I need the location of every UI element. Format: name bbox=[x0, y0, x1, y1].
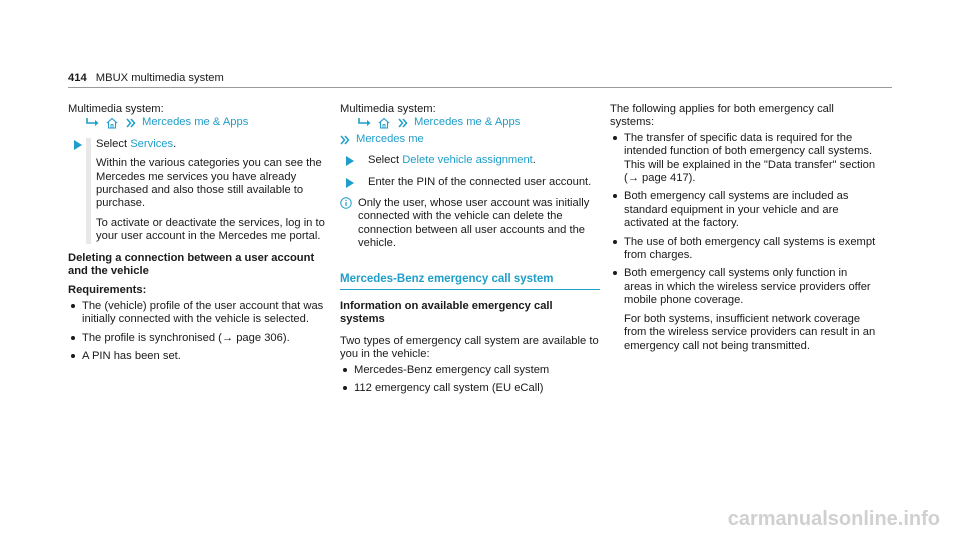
step-text-2: To activate or deactivate the services, log in to your user account in the Mercedes me portal. bbox=[96, 216, 325, 243]
list-item: The transfer of specific data is required for the intended function of both emergency call systems. This will be explained in the "Data transfer" section (→ page 417). bbox=[610, 132, 876, 186]
home-icon bbox=[106, 117, 118, 129]
double-chevron-icon bbox=[340, 135, 350, 145]
intro-text: Two types of emergency call system are available to you in the vehicle: bbox=[340, 334, 599, 361]
section-heading-emergency-call: Mercedes-Benz emergency call system bbox=[340, 273, 600, 290]
info-note bbox=[340, 197, 600, 251]
page-number: 414 bbox=[68, 72, 87, 84]
note-text: Only the user, whose user account was initially connected with the vehicle can delete the connection between all user accounts and the vehicle. bbox=[358, 197, 590, 250]
step-bar bbox=[86, 138, 91, 244]
applies-list bbox=[610, 132, 876, 353]
list-item: Both emergency call systems are included as standard equipment in your vehicle and are activated at the factory. bbox=[610, 190, 876, 230]
nav-intro: Multimedia system: bbox=[340, 103, 436, 115]
info-icon bbox=[340, 197, 352, 209]
page-header bbox=[68, 72, 224, 85]
list-item: A PIN has been set. bbox=[68, 350, 328, 363]
step-arrow-icon bbox=[74, 140, 82, 150]
watermark-text: carmanualsonline.info bbox=[727, 508, 940, 529]
requirements-label: Requirements: bbox=[68, 284, 147, 297]
nav-link-mercedes-me[interactable]: Mercedes me bbox=[356, 132, 424, 145]
list-item: The profile is synchronised (→ page 306). bbox=[68, 332, 328, 345]
header-rule bbox=[68, 87, 892, 88]
services-link[interactable]: Services bbox=[130, 137, 174, 150]
step-arrow-icon bbox=[346, 178, 354, 188]
step-arrow-icon bbox=[346, 156, 354, 166]
nav-path-2 bbox=[340, 133, 600, 146]
intro-text: The following applies for both emergency call systems: bbox=[610, 103, 834, 129]
double-chevron-icon bbox=[126, 118, 136, 128]
home-icon bbox=[378, 117, 390, 129]
step-suffix: . bbox=[173, 137, 177, 150]
turn-arrow-icon bbox=[358, 117, 372, 129]
step-prefix: Select bbox=[368, 154, 400, 167]
step-delete-assignment bbox=[340, 154, 600, 167]
list-item-text: Both emergency call systems only function in areas in which the wireless service providers offer mobile phone coverage. bbox=[624, 267, 871, 307]
page-header-title: MBUX multimedia system bbox=[95, 72, 224, 84]
sub-heading-information: Information on available emergency call systems bbox=[340, 300, 553, 326]
step-enter-pin bbox=[340, 176, 600, 189]
nav-intro: Multimedia system: bbox=[68, 103, 164, 115]
list-item: 112 emergency call system (EU eCall) bbox=[340, 382, 600, 395]
column-1 bbox=[68, 103, 328, 369]
step-prefix: Select bbox=[96, 137, 128, 150]
turn-arrow-icon bbox=[86, 117, 100, 129]
double-chevron-icon bbox=[398, 118, 408, 128]
list-item: Mercedes-Benz emergency call system bbox=[340, 364, 600, 377]
delete-vehicle-assignment-link[interactable]: Delete vehicle assignment bbox=[402, 154, 533, 167]
nav-path bbox=[68, 116, 328, 129]
nav-path bbox=[340, 116, 600, 129]
step-text-1: Within the various categories you can see the Mercedes me services you have already purchased and also those still available to purchase. bbox=[96, 157, 322, 210]
list-item: The use of both emergency call systems is exempt from charges. bbox=[610, 236, 876, 263]
section-heading-delete-connection: Deleting a connection between a user account and the vehicle bbox=[68, 251, 315, 278]
list-item: The (vehicle) profile of the user account that was initially connected with the vehicle is selected. bbox=[68, 300, 328, 327]
nav-link-mercedes-me-apps[interactable]: Mercedes me & Apps bbox=[414, 116, 521, 129]
step-text: Enter the PIN of the connected user account. bbox=[368, 175, 592, 188]
watermark bbox=[672, 507, 940, 529]
step-select-services bbox=[68, 138, 328, 244]
list-item bbox=[610, 267, 876, 352]
requirements-list bbox=[68, 300, 328, 364]
column-3 bbox=[610, 103, 876, 358]
emergency-system-list bbox=[340, 364, 600, 396]
nav-link-mercedes-me-apps[interactable]: Mercedes me & Apps bbox=[142, 116, 249, 129]
column-2 bbox=[340, 103, 600, 401]
step-suffix: . bbox=[532, 154, 536, 167]
list-item-text-2: For both systems, insufficient network coverage from the wireless service providers can result in an emergency call not being transmitted. bbox=[624, 312, 876, 352]
